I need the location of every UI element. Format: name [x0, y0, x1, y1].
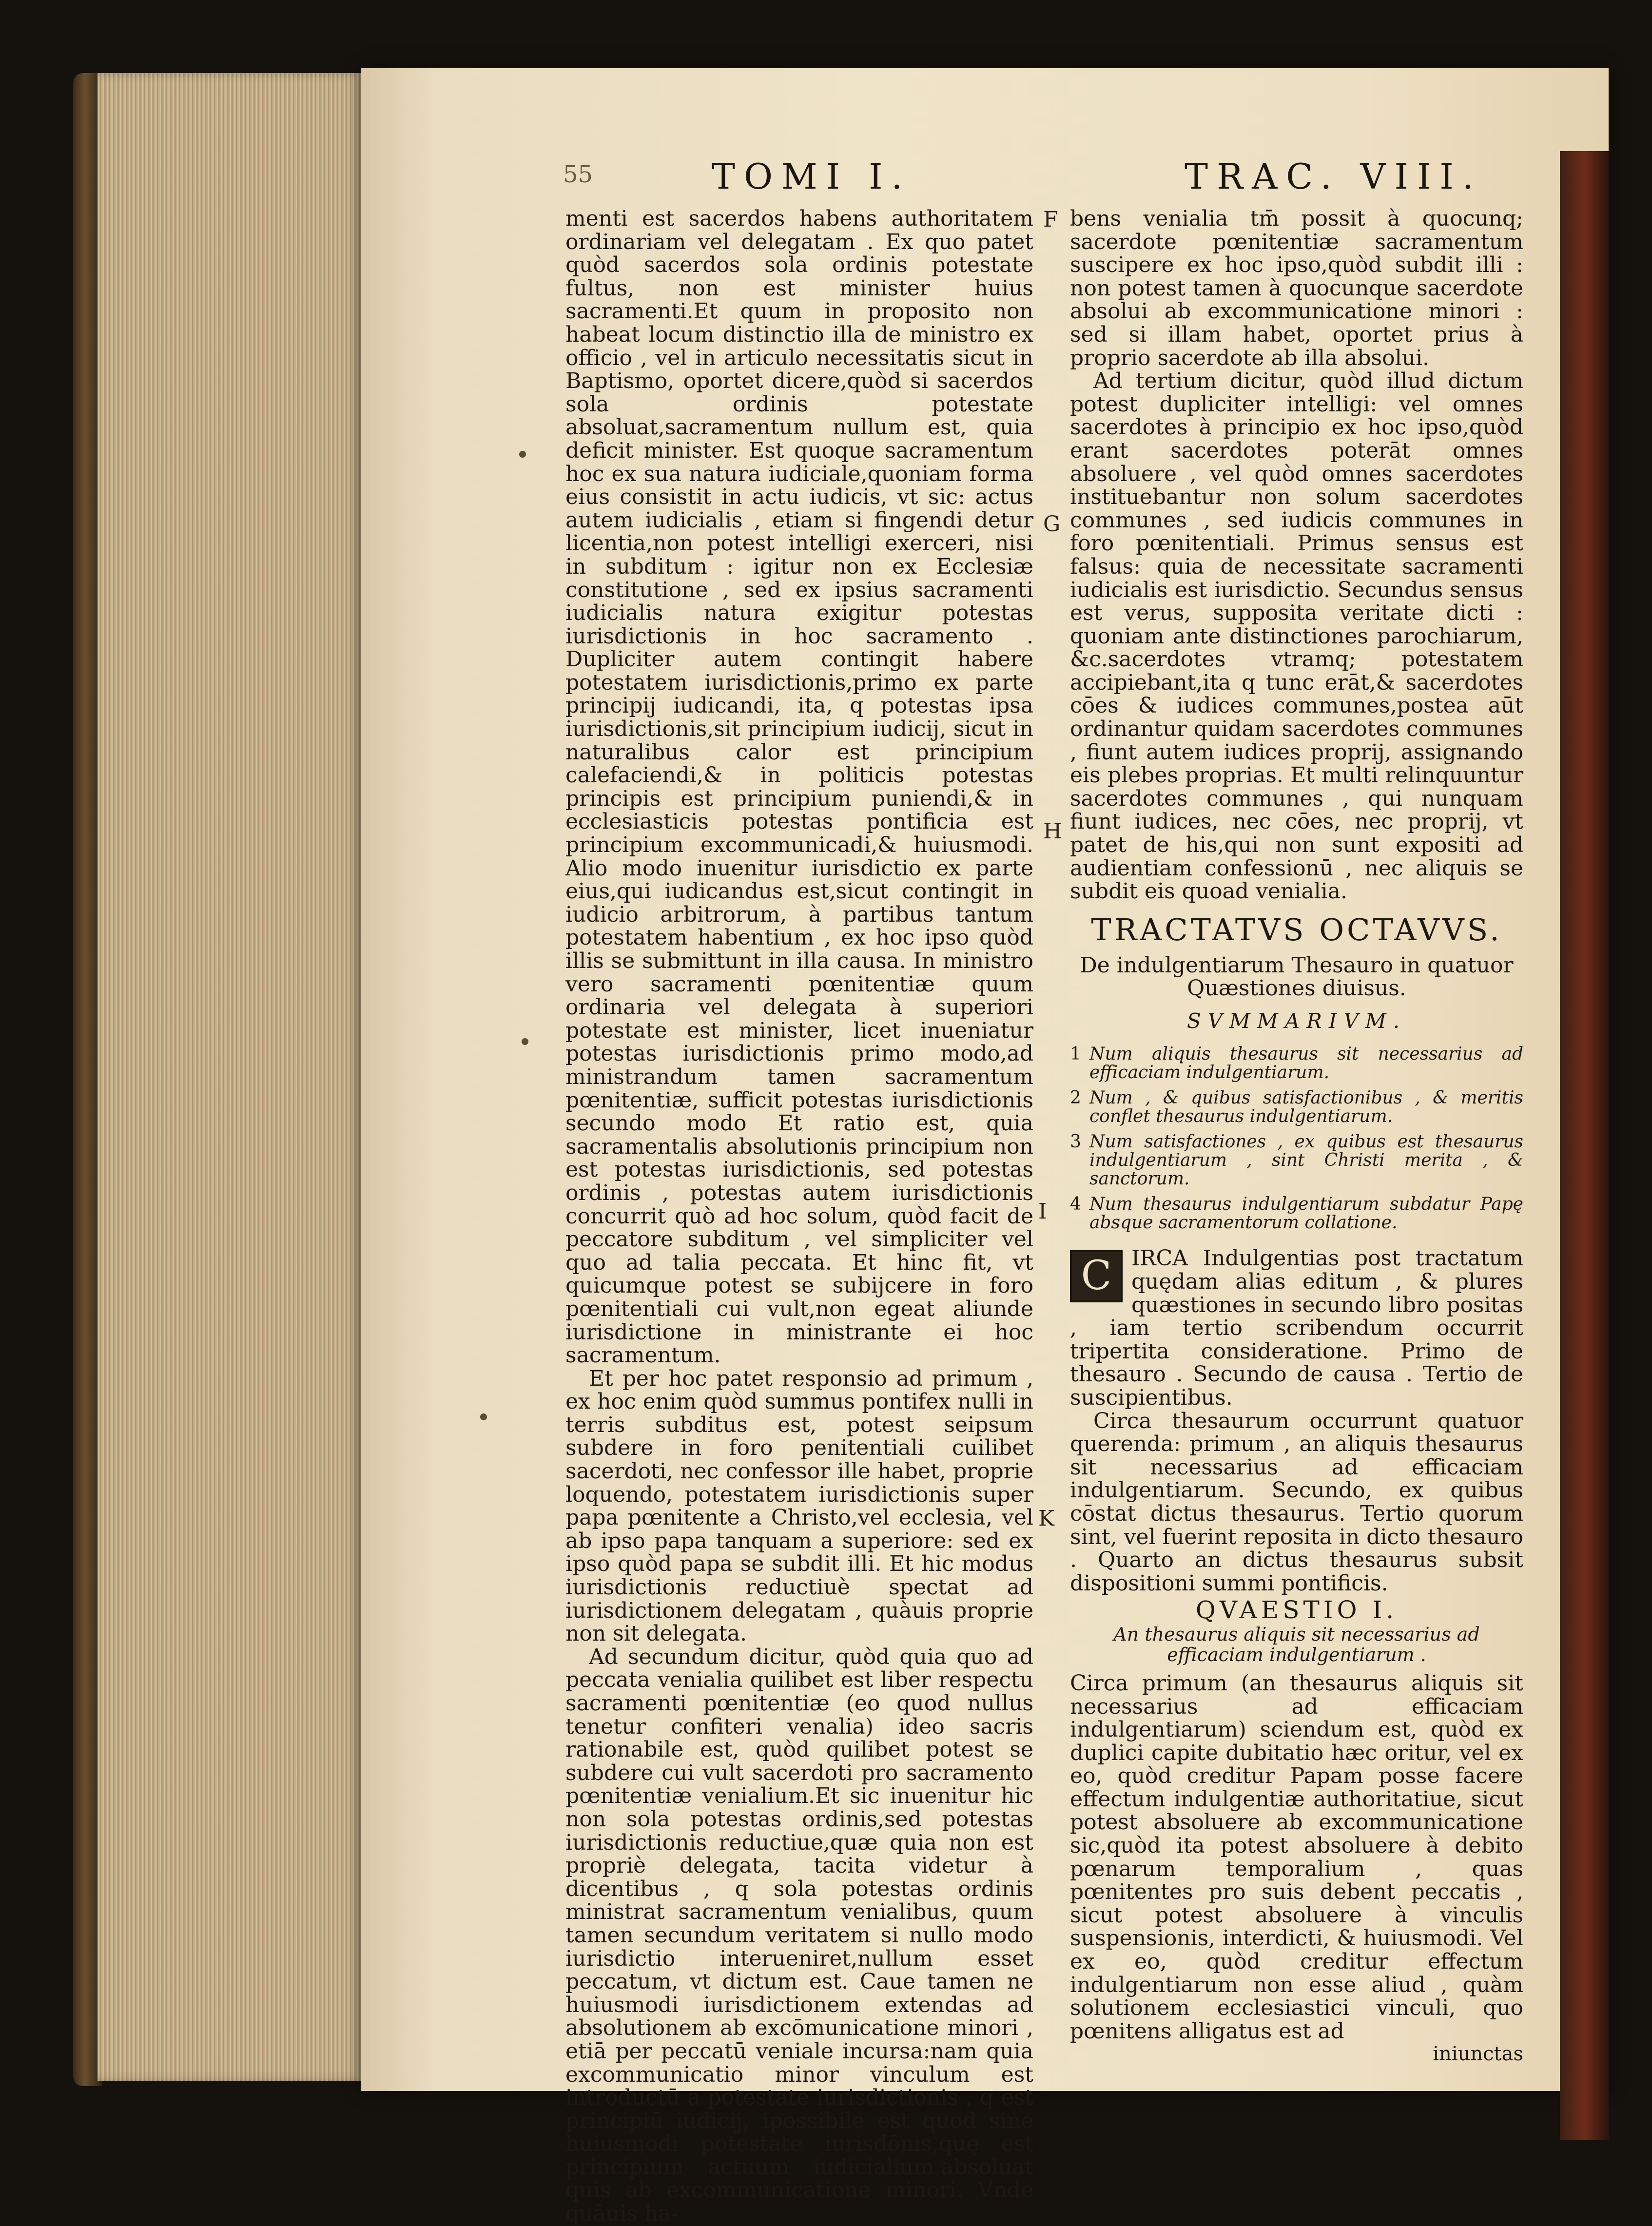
paragraph: Circa thesaurum occurrunt quatuor querenda: primum , an aliquis thesaurus sit necessarius ad efficaciam indulgentiarum. Secundo, ex quibus cōstat dictus thesaurus. Tertio quorum sint, vel fuerint reposita in dicto thesauro . Quarto an dictus thesaurus subsit dispositioni summi pontificis. — [1070, 1408, 1523, 1596]
paragraph: menti est sacerdos habens authoritatem ordinariam vel delegatam . Ex quo patet quòd sacerdos sola ordinis potestate fultus, non est minister huius sacramenti.Et quum in proposito non habeat locum distinctio illa de ministro ex officio , vel in articulo necessitatis sicut in Baptismo, oportet dicere,quòd si sacerdos sola ordinis potestate absoluat,sacramentum nullum est, quia deficit minister. Est quoque sacramentum hoc ex sua natura iudiciale,quoniam forma eius consistit in actu iudicis, vt sic: actus autem iudicialis , etiam si fingendi detur licentia,non potest intelligi exerceri, nisi in subditum : igitur non ex Ecclesiæ constitutione , sed ex ipsius sacramenti iudicialis natura exigitur potestas iurisdictionis in hoc sacramento . Dupliciter autem contingit habere potestatem iurisdictionis,primo ex parte principij iudicandi, ita, q potestas ipsa iurisdictionis,sit principium iudicij, sicut in naturalibus calor est principium calefaciendi,& in politicis potestas principis est principium puniendi,& in ecclesiasticis potestas pontificia est principium excommunicadi,& huiusmodi. Alio modo inuenitur iurisdictio ex parte eius,qui iudicandus est,sicut contingit in iudicio arbitrorum, à partibus tantum potestatem habentium , ex hoc ipso quòd illis se submittunt in illa causa. In ministro vero sacramenti pœnitentiæ quum ordinaria vel delegata à superiori potestate est minister, licet inueniatur potestas iurisdictionis primo modo,ad ministrandum tamen sacramentum pœnitentiæ, sufficit potestas iurisdictionis secundo modo Et ratio est, quia sacramentalis absolutionis principium non est potestas iurisdictionis, sed potestas ordinis , potestas autem iurisdictionis concurrit quò ad hoc solum, quòd facit de peccatore subditum , vel simpliciter vel quo ad talia peccata. Et hinc fit, vt quicumque potest se subijcere in foro pœnitentiali cui vult,non egeat aliunde iurisdictione in ministrante ei hoc sacramentum. — [565, 206, 1033, 1368]
summarium-item — [1070, 1089, 1523, 1126]
folio-number: 55 — [563, 161, 593, 188]
margin-mark — [480, 1413, 487, 1420]
summarium-item — [1070, 1133, 1523, 1188]
catchword: iniunctas — [1433, 2043, 1523, 2066]
margin-letter: H — [1043, 819, 1062, 844]
decorated-initial: C — [1070, 1250, 1123, 1302]
summarium-text: Num thesaurus indulgentiarum subdatur Papę absque sacramentorum collatione. — [1089, 1194, 1523, 1233]
summarium-number: 3 — [1070, 1132, 1081, 1152]
paragraph-text: IRCA Indulgentias post tractatum quędam alias editum , & plures quæstiones in secundo libro positas , iam tertio scribendum occurrit tripertita consideratione. Primo de thesauro . Secundo de causa . Tertio de suscipientibus. — [1070, 1246, 1523, 1410]
paragraph: bens venialia tm̄ possit à quocunq; sacerdote pœnitentiæ sacramentum suscipere ex hoc ipso,quòd subdit illi : non potest tamen à quocunque sacerdote absolui ab excommunicatione minori : sed si illam habet, oportet prius à proprio sacerdote ab illa absolui. — [1070, 206, 1523, 370]
running-head-left: TOMI I. — [712, 156, 912, 197]
next-leaf-edge — [1560, 151, 1609, 2140]
summarium-item — [1070, 1195, 1523, 1232]
quaestio-subtitle: An thesaurus aliquis sit necessarius ad efficaciam indulgentiarum . — [1113, 1623, 1480, 1665]
paragraph: Ad tertium dicitur, quòd illud dictum potest dupliciter intelligi: vel omnes sacerdotes à principio ex hoc ipso,quòd erant sacerdotes poterāt omnes absoluere , vel quòd omnes sacerdotes instituebantur non solum sacerdotes communes , sed iudicis communes in foro pœnitentiali. Primus sensus est falsus: quia de necessitate sacramenti iudicialis est iurisdictio. Secundus sensus est verus, supposita veritate dicti : quoniam ante distinctiones parochiarum, &c.sacerdotes vtramq; potestatem accipiebant,ita q tunc erāt,& sacerdotes cōes & iudices communes,postea aūt ordinantur quidam sacerdotes communes , fiunt autem iudices proprij, assignando eis plebes proprias. Et multi relinquuntur sacerdotes communes , qui nunquam fiunt iudices, nec cōes, nec proprij, vt patet de his,qui non sunt expositi ad audientiam confessionū , nec aliquis se subdit eis quoad venialia. — [1070, 368, 1523, 904]
summarium-list — [1070, 1045, 1523, 1232]
margin-letter: I — [1038, 1199, 1047, 1224]
summarium-item — [1070, 1045, 1523, 1082]
paragraph: Circa primum (an thesaurus aliquis sit necessarius ad efficaciam indulgentiarum) sciendum est, quòd ex duplici capite dubitatio hæc oritur, vel ex eo, quòd creditur Papam posse facere effectum indulgentiæ authoritatiue, sicut potest absoluere ab excommunicatione sic,quòd ita potest absoluere à debito pœnarum temporalium , quas pœnitentes pro suis debent peccatis , sicut potest absoluere à vinculis suspensionis, interdicti, & huiusmodi. Vel ex eo, quòd creditur effectum indulgentiarum non esse aliud , quàm solutionem ecclesiastici vinculi, quo pœnitens alligatus est ad — [1070, 1670, 1523, 2044]
summarium-heading: SVMMARIVM. — [1186, 1008, 1407, 1033]
margin-letter: F — [1043, 207, 1058, 232]
running-head-right: TRAC. VIII. — [1185, 156, 1482, 197]
paragraph: Ad secundum dicitur, quòd quia quo ad peccata venialia quilibet est liber respectu sacramenti pœnitentiæ (eo quod nullus tenetur confiteri venalia) ideo sacris rationabile est, quòd quilibet potest se subdere cui vult sacerdoti pro sacramento pœnitentiæ venialium.Et sic inuenitur hic non sola potestas ordinis,sed potestas iurisdictionis reductiue,quæ quia non est propriè delegata, tacita videtur à dicentibus , q sola potestas ordinis ministrat sacramentum venialibus, quum tamen secundum veritatem si nullo modo iurisdictio interueniret,nullum esset peccatum, vt dictum est. Caue tamen ne huiusmodi iurisdictionem extendas ad absolutionem ab excōmunicatione minori , etiā per peccatū veniale incursa:nam quia excommunicatio minor vinculum est introductū a potestate iurisdictionis , q est principiū iudicij, ipossibile est quod sine huiusmodi potestate iurisdōnis,quę est principium actuum iudicialium,absoluat quis ab excommunicatione minori. Vnde quāuis ha- — [565, 1644, 1033, 2226]
paragraph — [1070, 1247, 1523, 1409]
margin-mark — [519, 451, 526, 458]
summarium-text: Num satisfactiones , ex quibus est thesaurus indulgentiarum , sint Christi merita , & sanctorum. — [1089, 1132, 1523, 1189]
summarium-number: 1 — [1070, 1044, 1081, 1065]
paragraph: Et per hoc patet responsio ad primum , ex hoc enim quòd summus pontifex nulli in terris subditus est, potest seipsum subdere in foro penitentiali cuilibet sacerdoti, nec confessor ille habet, proprie loquendo, potestatem iurisdictionis super papa pœnitente a Christo,vel ecclesia, vel ab ipso papa tanquam a superiore: sed ex ipso quòd papa se subdit illi. Et hic modus iurisdictionis reductiuè spectat ad iurisdictionem delegatam , quàuis proprie non sit delegata. — [565, 1366, 1033, 1646]
page-edges — [97, 73, 366, 2081]
tractatus-title: TRACTATVS OCTAVVS. — [1091, 911, 1502, 948]
left-column — [565, 207, 1033, 2226]
summarium-text: Num , & quibus satisfactionibus , & meritis conflet thesaurus indulgentiarum. — [1089, 1088, 1523, 1127]
quaestio-heading: QVAESTIO I. — [1195, 1596, 1398, 1625]
summarium-number: 2 — [1070, 1088, 1081, 1108]
summarium-number: 4 — [1070, 1194, 1081, 1215]
tractatus-subtitle: De indulgentiarum Thesauro in quatuor Quæstiones diuisus. — [1080, 952, 1514, 1001]
summarium-text: Num aliquis thesaurus sit necessarius ad efficaciam indulgentiarum. — [1089, 1044, 1523, 1083]
margin-letter: G — [1043, 512, 1061, 537]
margin-letter: K — [1038, 1506, 1054, 1531]
margin-mark — [522, 1038, 528, 1045]
right-column — [1070, 207, 1523, 2066]
